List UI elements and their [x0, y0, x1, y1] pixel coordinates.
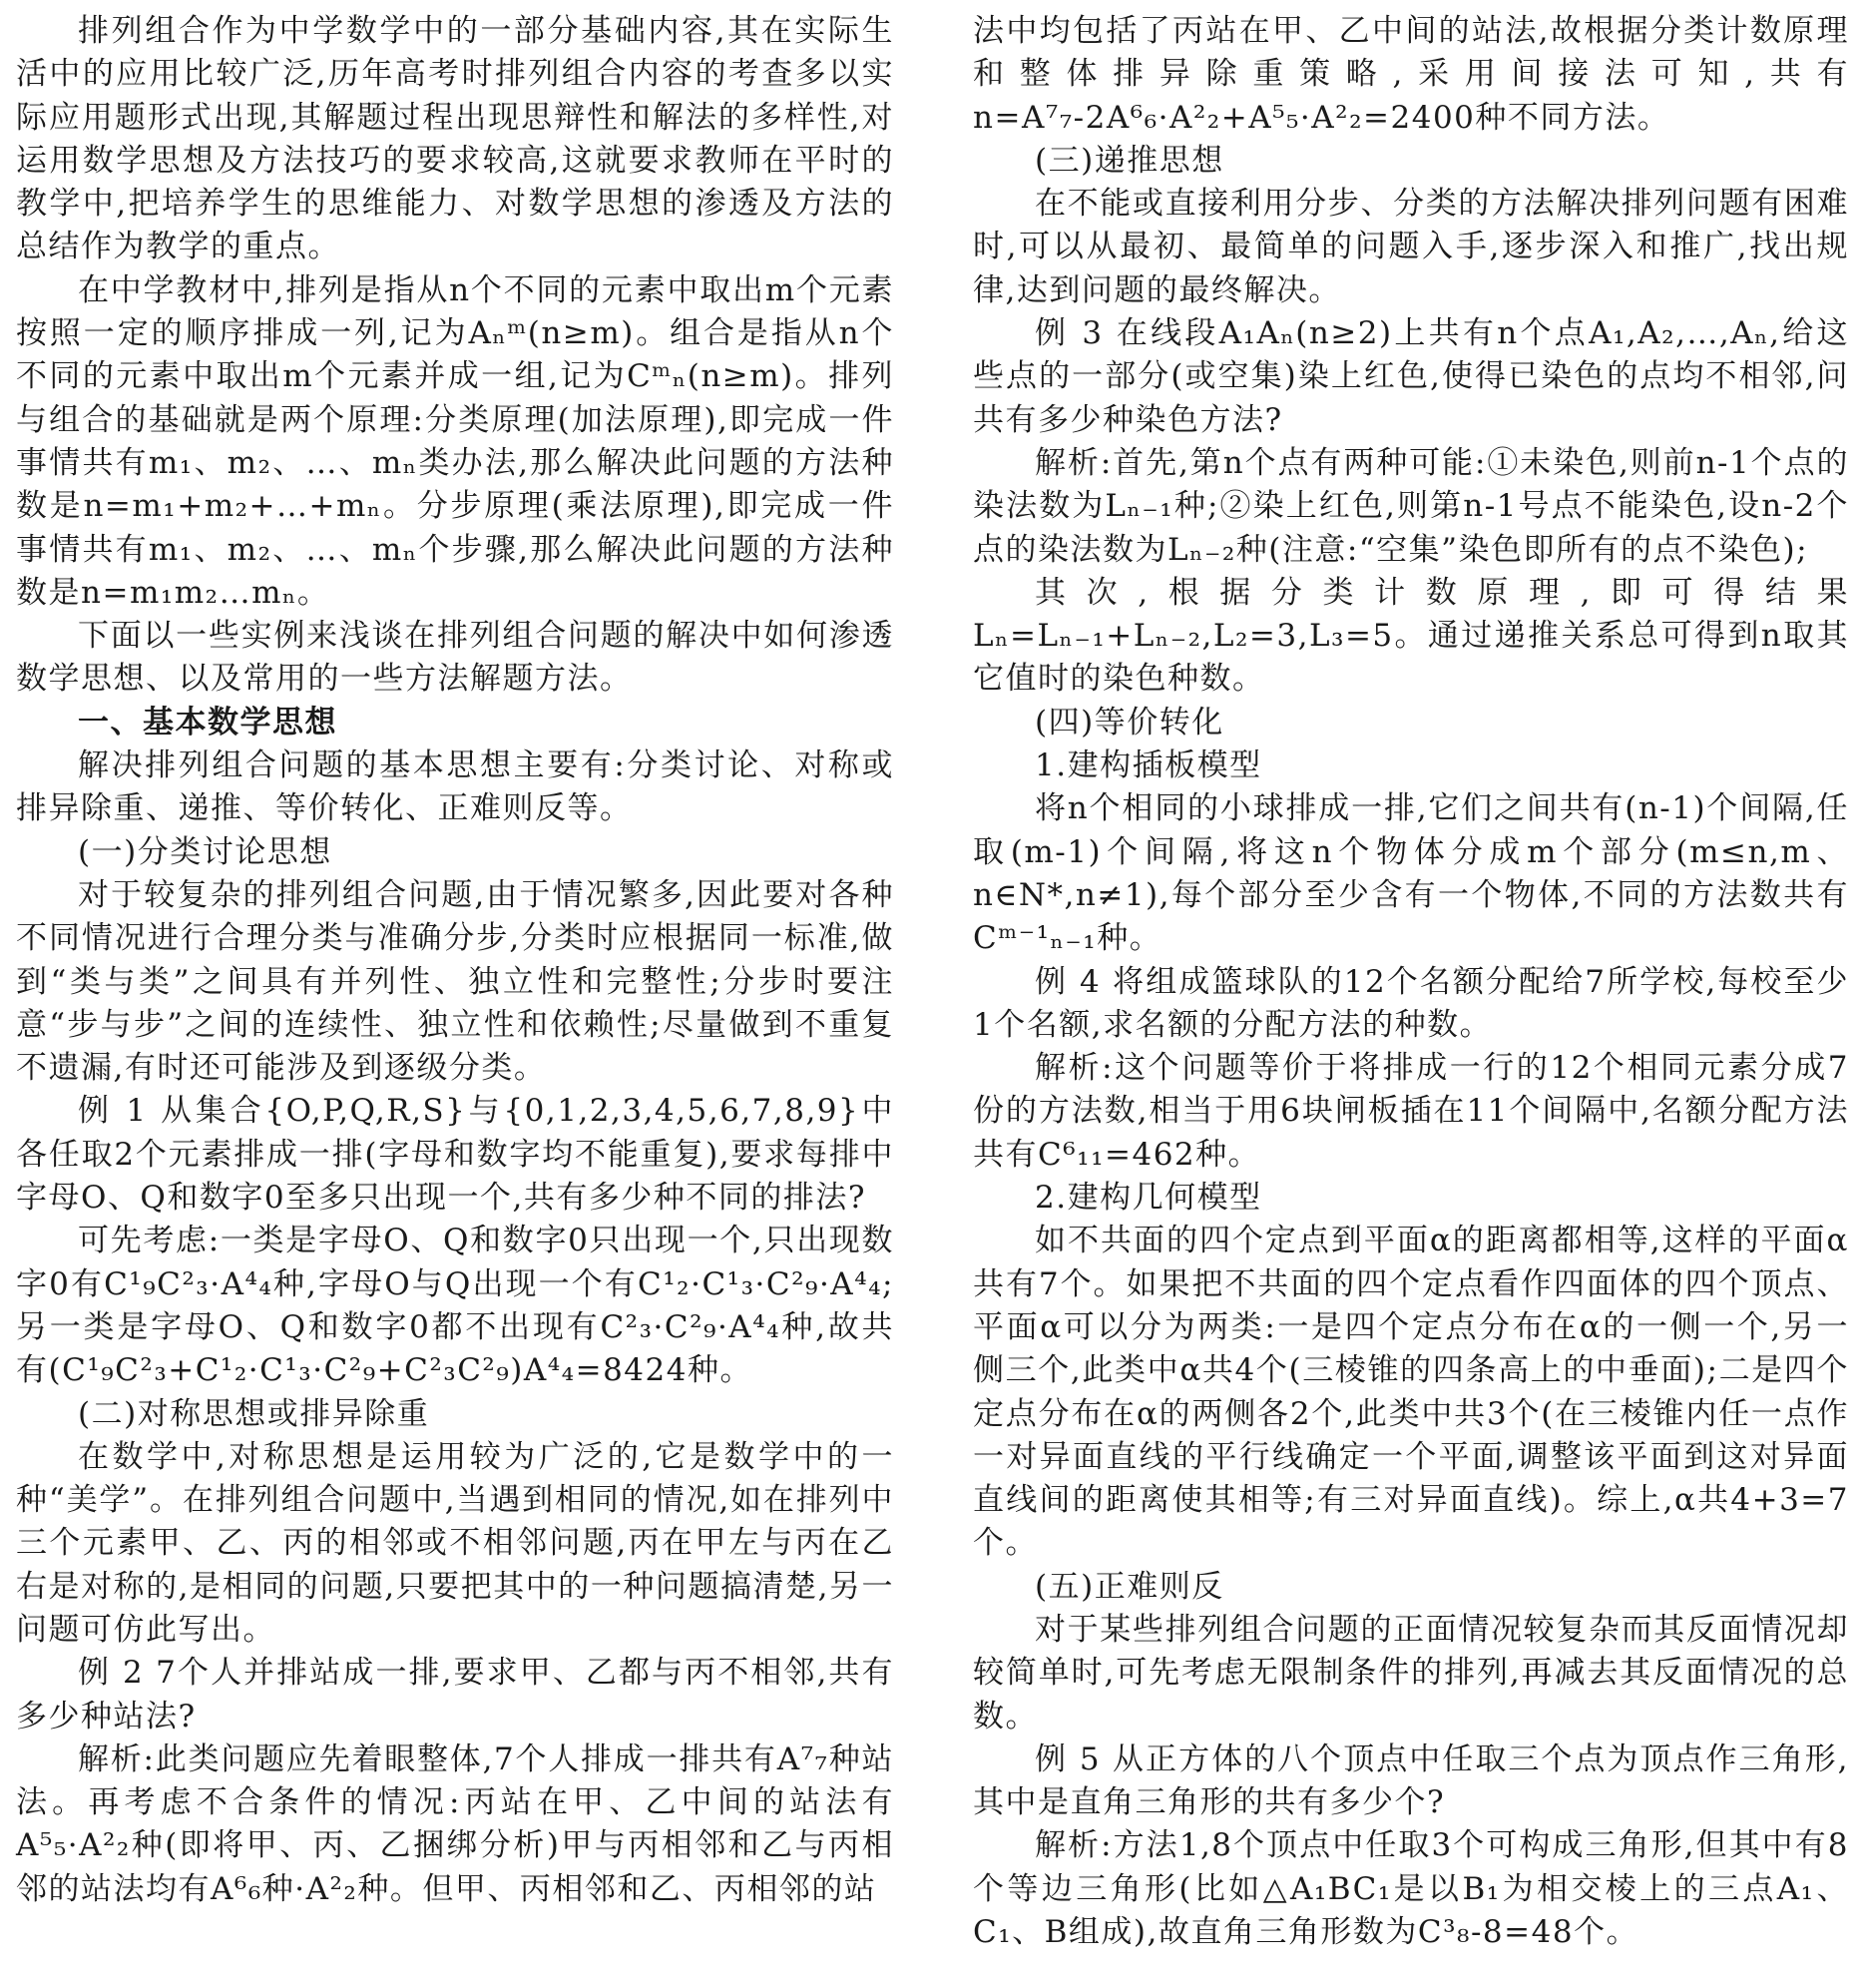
paragraph: 解析:这个问题等价于将排成一行的12个相同元素分成7份的方法数,相当于用6块闸板插在11个间隔中,名额分配方法共有C⁶₁₁=462种。 [973, 1050, 1849, 1173]
sub-subsection-heading: 1.建构插板模型 [1035, 747, 1262, 784]
paragraph: 下面以一些实例来浅谈在排列组合问题的解决中如何渗透数学思想、以及常用的一些方法解题方法。 [16, 618, 894, 698]
subsection-heading: (二)对称思想或排异除重 [78, 1395, 430, 1432]
paragraph: 可先考虑:一类是字母O、Q和数字0只出现一个,只出现数字0有C¹₉C²₃·A⁴₄种,字母O与Q出现一个有C¹₂·C¹₃·C²₉·A⁴₄;另一类是字母O、Q和数字0都不出现有C²₃·C²₉·A⁴₄种,故共有(C¹₉C²₃+C¹₂·C¹₃·C²₉+C²₃C²₉)A⁴₄=8424种。 [16, 1223, 894, 1389]
paragraph: 在数学中,对称思想是运用较为广泛的,它是数学中的一种“美学”。在排列组合问题中,当遇到相同的情况,如在排列中三个元素甲、乙、丙的相邻或不相邻问题,丙在甲左与丙在乙右是对称的,是相同的问题,只要把其中的一种问题搞清楚,另一问题可仿此写出。 [16, 1438, 894, 1648]
paragraph: 在不能或直接利用分步、分类的方法解决排列问题有困难时,可以从最初、最简单的问题入手,逐步深入和推广,找出规律,达到问题的最终解决。 [973, 186, 1849, 308]
subsection-heading: (一)分类讨论思想 [78, 833, 332, 870]
paragraph: 解析:方法1,8个顶点中任取3个可构成三角形,但其中有8个等边三角形(比如△A₁BC₁是以B₁为相交棱上的三点A₁、C₁、B组成),故直角三角形数为C³₈-8=48个。 [973, 1827, 1849, 1951]
paragraph: 例 3 在线段A₁Aₙ(n≥2)上共有n个点A₁,A₂,…,Aₙ,给这些点的一部分(或空集)染上红色,使得已染色的点均不相邻,问共有多少种染色方法? [973, 315, 1849, 438]
paragraph: 例 4 将组成篮球队的12个名额分配给7所学校,每校至少1个名额,求名额的分配方法的种数。 [973, 963, 1849, 1043]
paragraph: 对于较复杂的排列组合问题,由于情况繁多,因此要对各种不同情况进行合理分类与准确分步,分类时应根据同一标准,做到“类与类”之间具有并列性、独立性和完整性;分步时要注意“步与步”之间的连续性、独立性和依赖性;尽量做到不重复不遗漏,有时还可能涉及到逐级分类。 [16, 876, 894, 1087]
subsection-heading: (五)正难则反 [1035, 1568, 1224, 1605]
paragraph: 解析:此类问题应先着眼整体,7个人排成一排共有A⁷₇种站法。再考虑不合条件的情况:丙站在甲、乙中间的站法有A⁵₅·A²₂种(即将甲、丙、乙捆绑分析)甲与丙相邻和乙与丙相邻的站法均有A⁶₆种·A²₂种。但甲、丙相邻和乙、丙相邻的站 [16, 1740, 894, 1907]
subsection-heading: (四)等价转化 [1035, 704, 1224, 741]
subsection-heading: (三)递推思想 [1035, 142, 1224, 179]
paragraph: 对于某些排列组合问题的正面情况较复杂而其反面情况却较简单时,可先考虑无限制条件的排列,再减去其反面情况的总数。 [973, 1611, 1849, 1735]
paragraph: 例 1 从集合{O,P,Q,R,S}与{0,1,2,3,4,5,6,7,8,9}中各任取2个元素排成一排(字母和数字均不能重复),要求每排中字母O、Q和数字0至多只出现一个,共有多少种不同的排法? [16, 1093, 894, 1217]
paragraph: 其次,根据分类计数原理,即可得结果Lₙ=Lₙ₋₁+Lₙ₋₂,L₂=3,L₃=5。通过递推关系总可得到n取其它值时的染色种数。 [973, 574, 1849, 698]
right-column [973, 10, 1849, 1954]
paragraph: 例 2 7个人并排站成一排,要求甲、乙都与丙不相邻,共有多少种站法? [16, 1655, 894, 1735]
section-heading: 一、基本数学思想 [78, 704, 337, 741]
sub-subsection-heading: 2.建构几何模型 [1035, 1180, 1262, 1217]
paragraph: 如不共面的四个定点到平面α的距离都相等,这样的平面α共有7个。如果把不共面的四个定点看作四面体的四个顶点、平面α可以分为两类:一是四个定点分布在α的一侧一个,另一侧三个,此类中α共4个(三棱锥的四条高上的中垂面);二是四个定点分布在α的两侧各2个,此类中共3个(在三棱锥内任一点作一对异面直线的平行线确定一个平面,调整该平面到这对异面直线间的距离使其相等;有三对异面直线)。综上,α共4+3=7个。 [973, 1223, 1849, 1562]
paragraph: 解决排列组合问题的基本思想主要有:分类讨论、对称或排异除重、递推、等价转化、正难则反等。 [16, 747, 894, 827]
column-gutter [938, 0, 939, 1988]
paragraph: 将n个相同的小球排成一排,它们之间共有(n-1)个间隔,任取(m-1)个间隔,将这n个物体分成m个部分(m≤n,m、n∈N*,n≠1),每个部分至少含有一个物体,不同的方法数共有Cᵐ⁻¹ₙ₋₁种。 [973, 790, 1849, 957]
paragraph: 解析:首先,第n个点有两种可能:①未染色,则前n-1个点的染法数为Lₙ₋₁种;②染上红色,则第n-1号点不能染色,设n-2个点的染法数为Lₙ₋₂种(注意:“空集”染色即所有的点不染色); [973, 444, 1849, 568]
paragraph: 排列组合作为中学数学中的一部分基础内容,其在实际生活中的应用比较广泛,历年高考时排列组合内容的考查多以实际应用题形式出现,其解题过程出现思辩性和解法的多样性,对运用数学思想及方法技巧的要求较高,这就要求教师在平时的教学中,把培养学生的思维能力、对数学思想的渗透及方法的总结作为教学的重点。 [16, 13, 894, 265]
left-column [16, 10, 894, 1911]
paragraph: 在中学教材中,排列是指从n个不同的元素中取出m个元素按照一定的顺序排成一列,记为Aₙᵐ(n≥m)。组合是指从n个不同的元素中取出m个元素并成一组,记为Cᵐₙ(n≥m)。排列与组合的基础就是两个原理:分类原理(加法原理),即完成一件事情共有m₁、m₂、…、mₙ类办法,那么解决此问题的方法种数是n=m₁+m₂+…+mₙ。分步原理(乘法原理),即完成一件事情共有m₁、m₂、…、mₙ个步骤,那么解决此问题的方法种数是n=m₁m₂…mₙ。 [16, 271, 894, 611]
continued-paragraph: 法中均包括了丙站在甲、乙中间的站法,故根据分类计数原理和整体排异除重策略,采用间接法可知,共有n=A⁷₇-2A⁶₆·A²₂+A⁵₅·A²₂=2400种不同方法。 [973, 13, 1849, 136]
paragraph: 例 5 从正方体的八个顶点中任取三个点为顶点作三角形,其中是直角三角形的共有多少个? [973, 1740, 1849, 1821]
